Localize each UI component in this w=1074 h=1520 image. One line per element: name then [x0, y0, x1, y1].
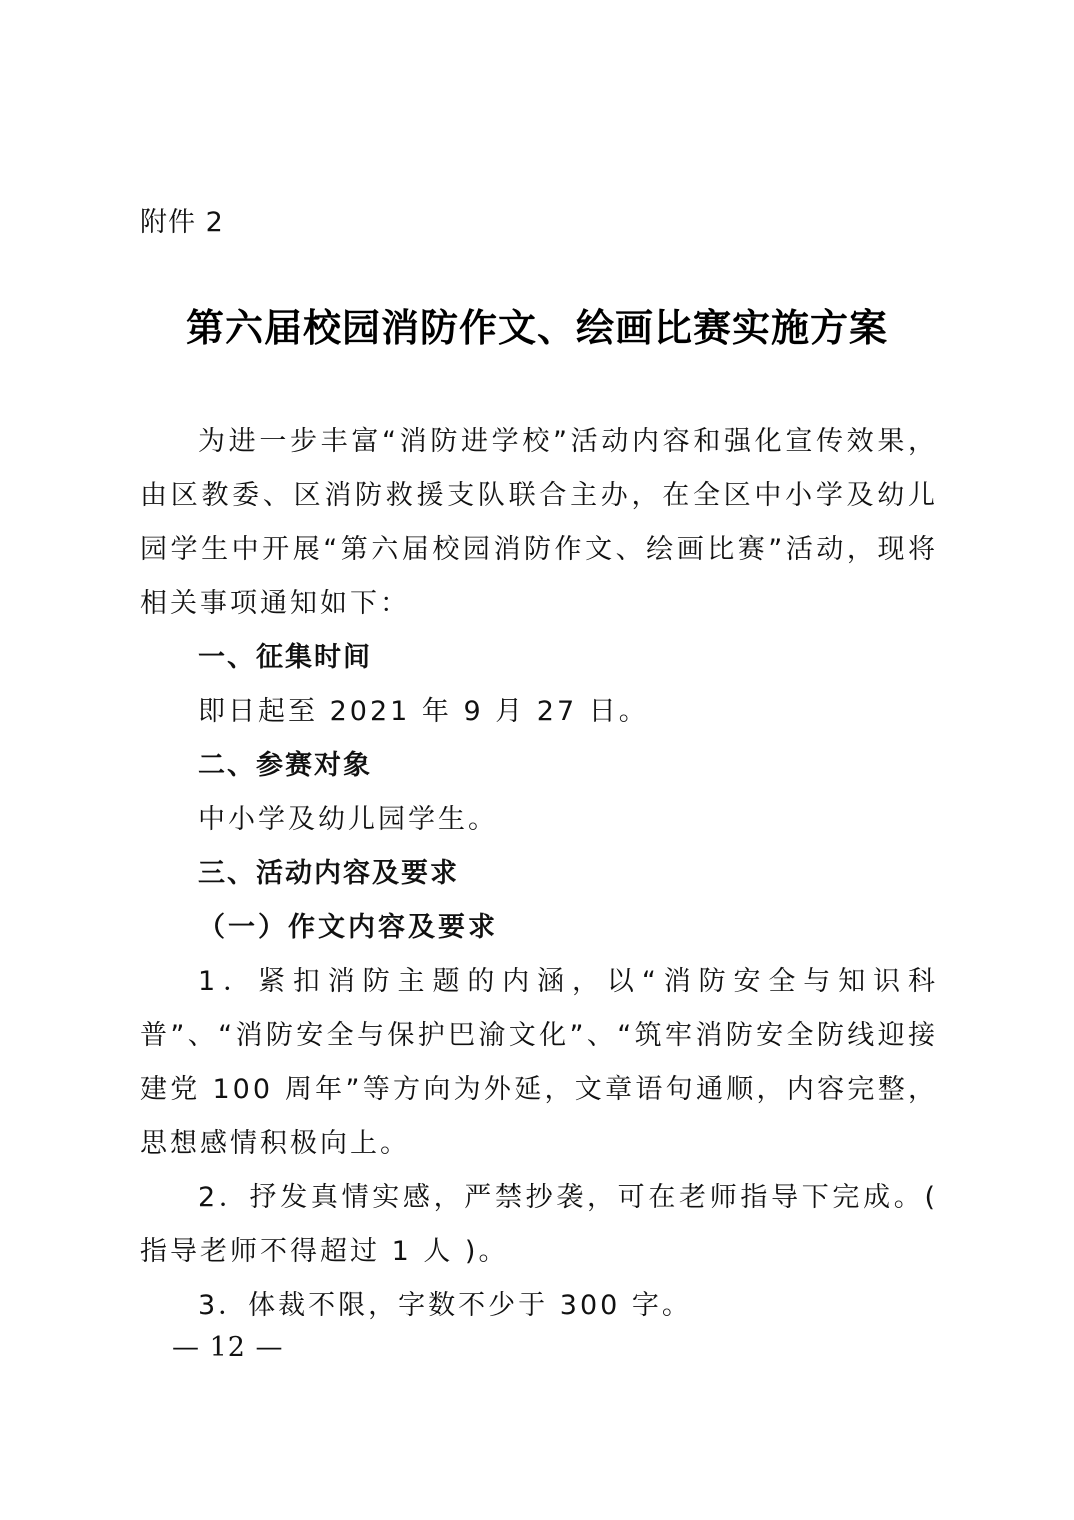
subsection-heading-essay: （一）作文内容及要求	[198, 912, 498, 943]
essay-requirement-item: 3．体裁不限，字数不少于 300 字。	[198, 1290, 692, 1321]
attachment-label: 附件 2	[140, 207, 224, 238]
essay-requirement-item: 2．抒发真情实感，严禁抄袭，可在老师指导下完成。( 指导老师不得超过 1 人 )。	[140, 1182, 938, 1267]
section-body-participants: 中小学及幼儿园学生。	[198, 804, 498, 835]
section-body-time: 即日起至 2021 年 9 月 27 日。	[198, 696, 649, 727]
document-body	[140, 415, 938, 1333]
document-title: 第六届校园消防作文、绘画比赛实施方案	[185, 305, 888, 350]
section-heading-content: 三、活动内容及要求	[198, 858, 459, 889]
page-number: — 12 —	[172, 1332, 284, 1363]
section-heading-participants: 二、参赛对象	[198, 750, 372, 781]
section-heading-time: 一、征集时间	[198, 642, 372, 673]
essay-requirement-item: 1．紧扣消防主题的内涵，以“消防安全与知识科普”、“消防安全与保护巴渝文化”、“筑牢消防安全防线迎接建党 100 周年”等方向为外延，文章语句通顺，内容完整，思想感情积极向上。	[140, 966, 938, 1159]
intro-paragraph: 为进一步丰富“消防进学校”活动内容和强化宣传效果，由区教委、区消防救援支队联合主办，在全区中小学及幼儿园学生中开展“第六届校园消防作文、绘画比赛”活动，现将相关事项通知如下：	[140, 426, 938, 619]
